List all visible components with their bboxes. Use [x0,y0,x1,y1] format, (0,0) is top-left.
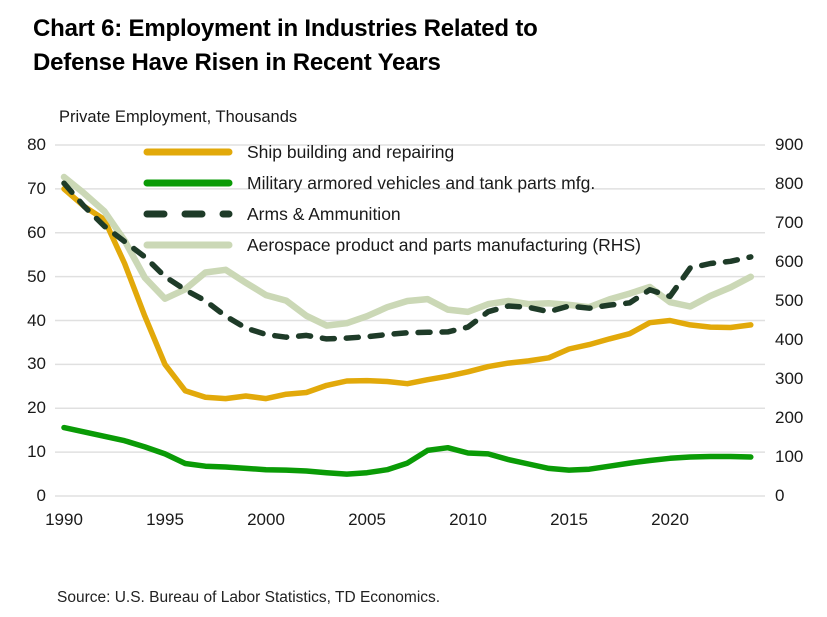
military-vehicles-line-swatch [142,178,234,188]
right-axis-tick: 900 [775,135,804,154]
legend-item-ship-building [142,141,641,163]
x-axis-tick: 2000 [247,510,285,529]
chart-title-line2: Defense Have Risen in Recent Years [33,49,441,76]
left-axis-tick: 40 [27,310,46,330]
series-line-1 [64,428,751,475]
aerospace-line-swatch [142,240,234,250]
chart-title-line1: Chart 6: Employment in Industries Related to [33,15,538,42]
left-axis-tick: 10 [27,442,46,462]
legend-label: Military armored vehicles and tank parts mfg. [247,172,596,193]
left-axis-tick: 70 [27,178,46,198]
ship-building-line-swatch [142,147,234,157]
right-axis-tick: 600 [775,252,804,271]
x-axis-tick: 1990 [45,510,83,529]
x-axis-tick: 2010 [449,510,487,529]
legend-item-military-vehicles [142,172,641,194]
right-axis-tick: 100 [775,447,804,466]
left-axis-tick: 50 [27,266,46,286]
left-axis-tick: 60 [27,222,46,242]
right-axis-tick: 500 [775,291,804,310]
legend-label: Aerospace product and parts manufacturing (RHS) [247,234,641,255]
x-axis-tick: 2005 [348,510,386,529]
left-axis-tick: 30 [27,354,46,374]
source-note: Source: U.S. Bureau of Labor Statistics, TD Economics. [57,589,441,606]
right-axis-tick: 700 [775,213,804,232]
legend-label: Ship building and repairing [247,141,455,162]
left-axis-tick: 20 [27,398,46,418]
right-axis-tick: 200 [775,408,804,427]
arms-ammunition-line-swatch [142,209,234,219]
right-axis-tick: 800 [775,174,804,193]
axis-units-label: Private Employment, Thousands [59,108,298,126]
left-axis-tick: 80 [27,135,46,154]
chart-legend [142,141,641,265]
left-axis-tick: 0 [36,486,46,505]
right-axis-tick: 300 [775,369,804,388]
legend-item-arms-ammunition [142,203,641,225]
x-axis-tick: 1995 [146,510,184,529]
right-axis-tick: 400 [775,330,804,349]
legend-label: Arms & Ammunition [247,203,401,224]
legend-item-aerospace [142,234,641,256]
x-axis-tick: 2020 [651,510,689,529]
right-axis-tick: 0 [775,486,785,505]
x-axis-tick: 2015 [550,510,588,529]
chart-title [33,12,753,80]
